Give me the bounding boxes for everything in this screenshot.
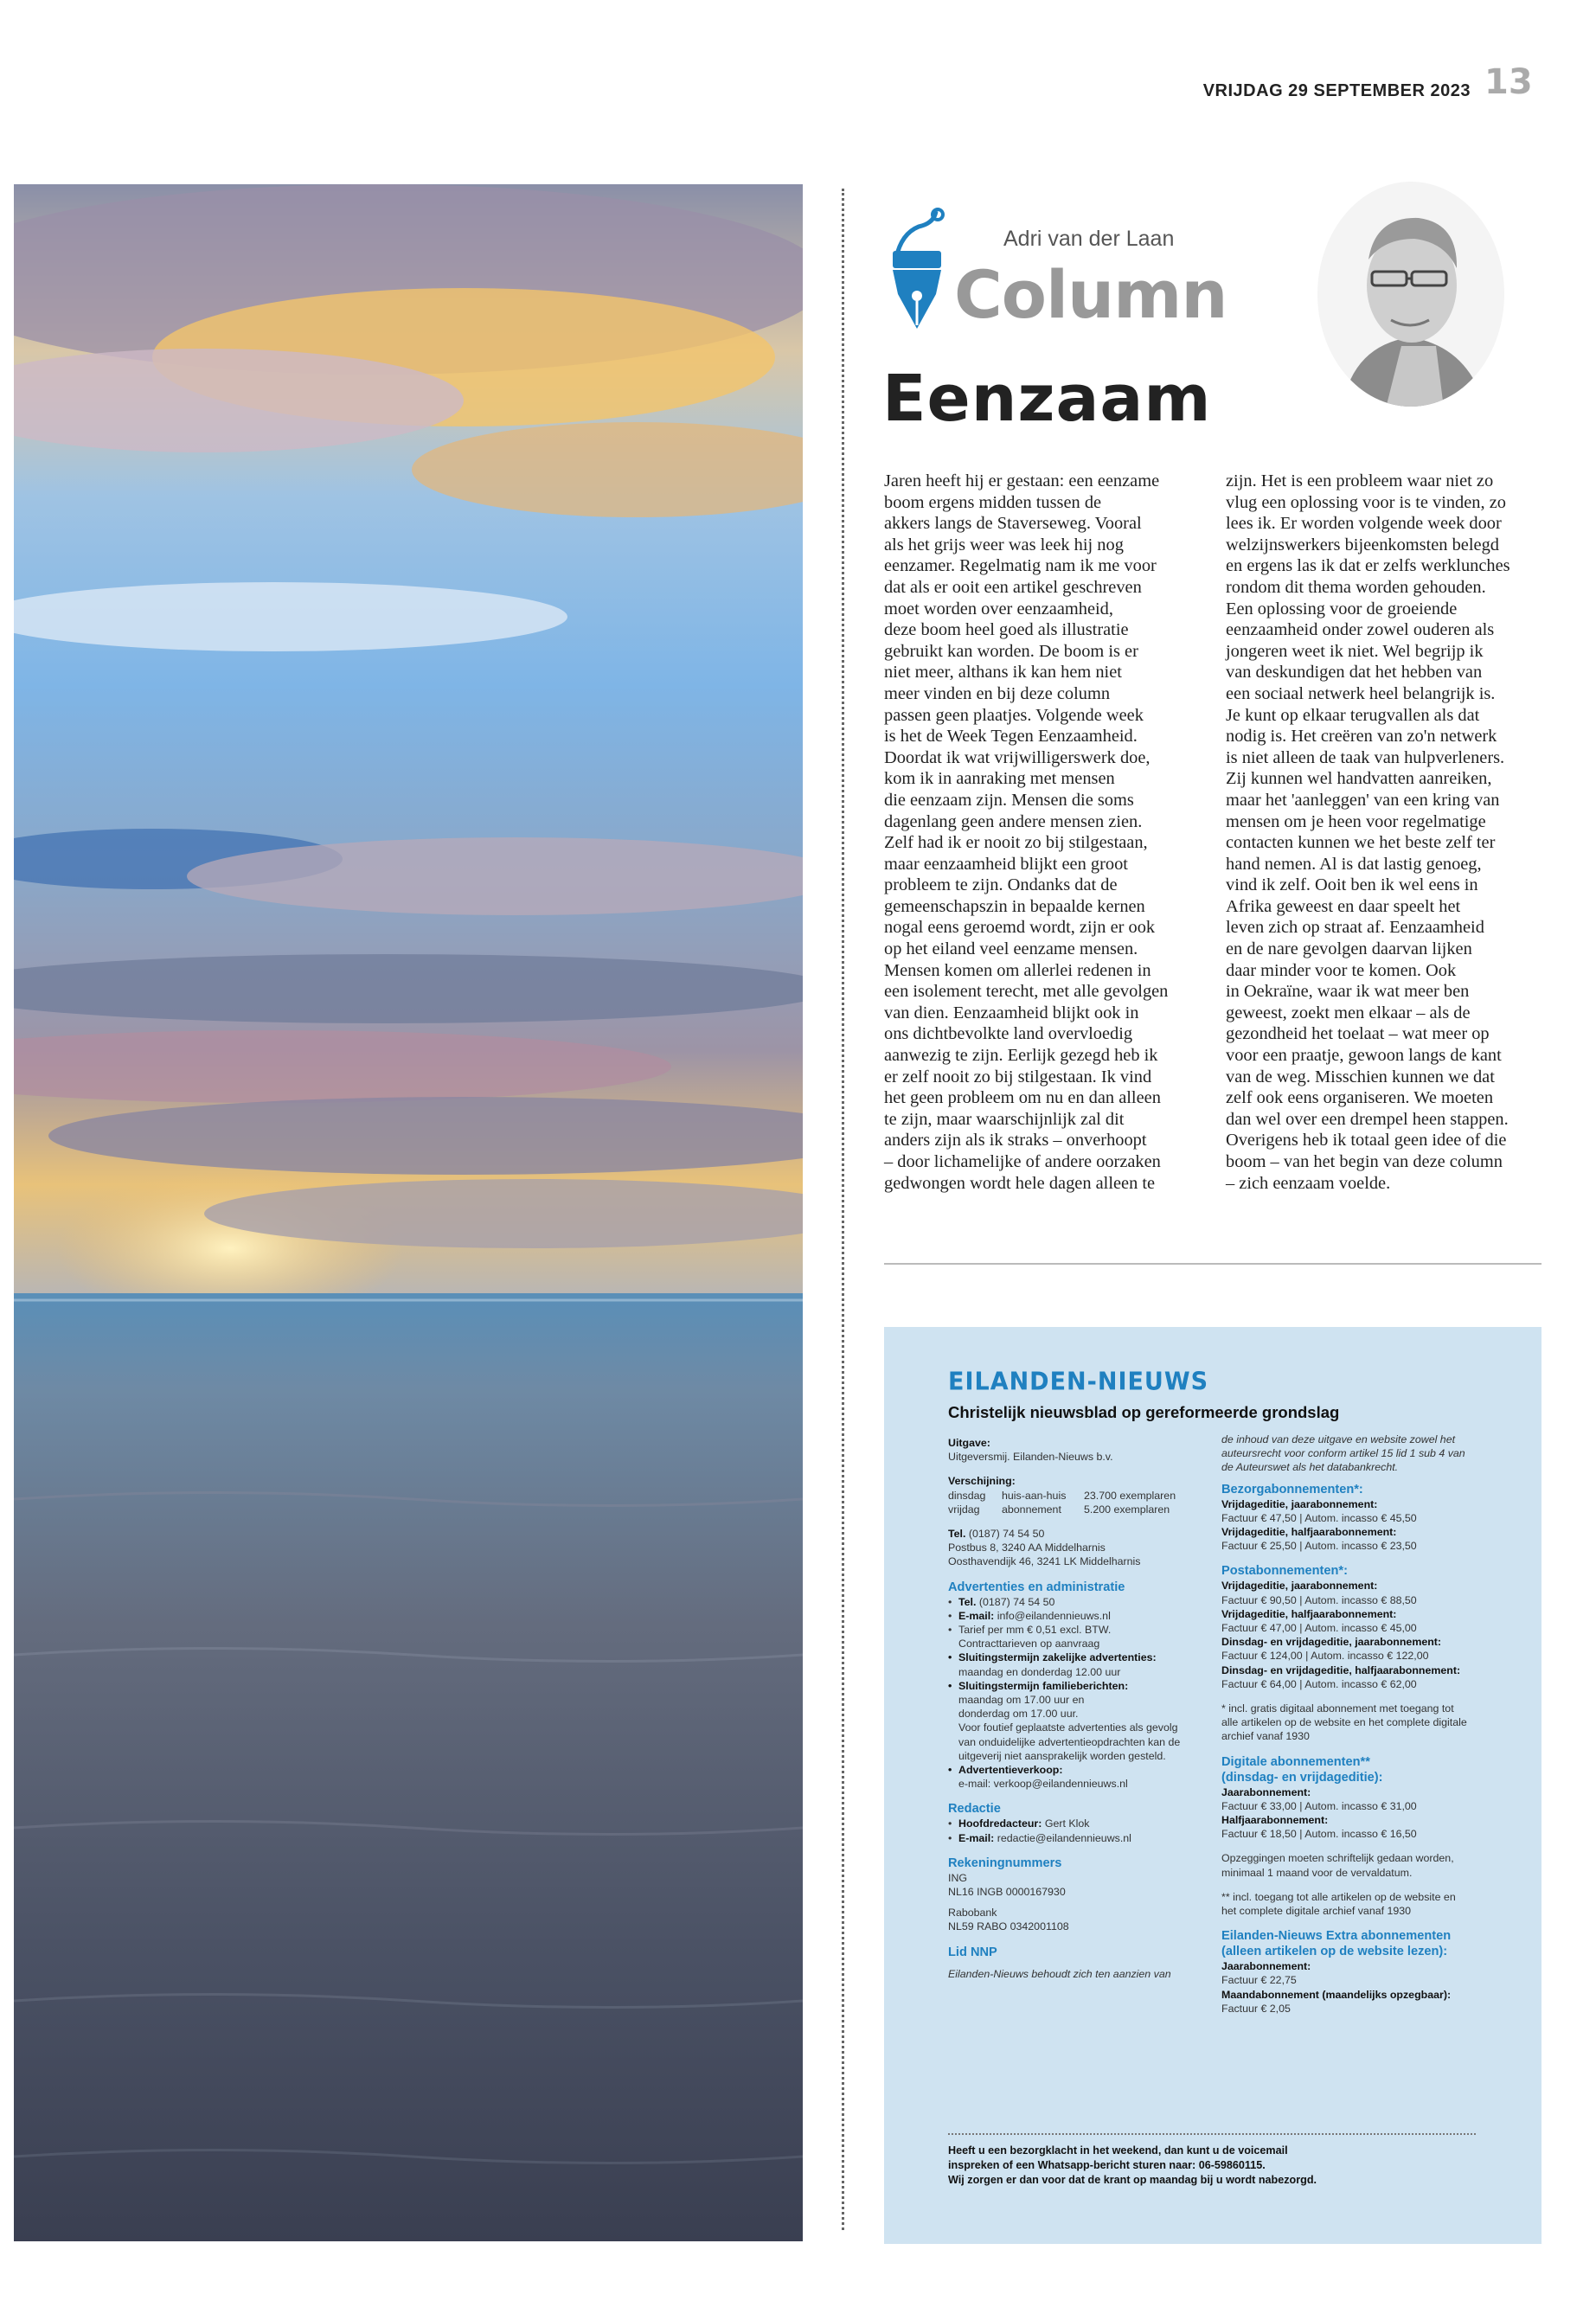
opzegging-line: minimaal 1 maand voor de vervaldatum. [1221, 1866, 1413, 1879]
disclaimer-line: van onduidelijke advertentieopdrachten kan de [958, 1735, 1181, 1748]
footnote-line: archief vanaf 1930 [1221, 1730, 1310, 1743]
extra-subtitle: (alleen artikelen op de website lezen): [1221, 1945, 1448, 1959]
verschijning-row: vrijdag abonnement 5.200 exemplaren [948, 1503, 1170, 1516]
price-label: Vrijdageditie, halfjaarabonnement: [1221, 1607, 1397, 1620]
digitale-title: Digitale abonnementen** [1221, 1754, 1370, 1769]
bezorgabonnementen-title: Bezorgabonnementen*: [1221, 1482, 1363, 1497]
adv-tel: • Tel. (0187) 74 54 50 [948, 1595, 1208, 1609]
price-value: Factuur € 2,05 [1221, 2002, 1291, 2015]
notice-line: inspreken of een Whatsapp-bericht sturen naar: 06-59860115. [948, 2159, 1266, 2171]
extra-title: Eilanden-Nieuws Extra abonnementen [1221, 1929, 1452, 1944]
sluit-zakelijk-value: maandag en donderdag 12.00 uur [958, 1665, 1121, 1678]
sluit-familie-line: donderdag om 17.00 uur. [958, 1708, 1079, 1721]
redactie-title: Redactie [948, 1802, 1001, 1817]
price-label: Halfjaarabonnement: [1221, 1814, 1329, 1827]
rechten-line: Eilanden-Nieuws behoudt zich ten aanzien van [948, 1967, 1171, 1980]
newspaper-logo: EILANDEN-NIEUWS [948, 1368, 1209, 1396]
sluit-familie-line: maandag om 17.00 uur en [958, 1694, 1085, 1707]
author-portrait [1315, 182, 1507, 415]
column-kicker: Column [954, 256, 1227, 333]
price-label: Vrijdageditie, halfjaarabonnement: [1221, 1526, 1397, 1539]
column-divider [842, 189, 844, 2230]
address-street: Oosthavendijk 46, 3241 LK Middelharnis [948, 1555, 1141, 1568]
uitgave-label: Uitgave: [948, 1437, 990, 1449]
hoofdredacteur: • Hoofdredacteur: Gert Klok [948, 1817, 1208, 1830]
footnote-line: ** incl. toegang tot alle artikelen op de website en [1221, 1890, 1456, 1903]
disclaimer-line: uitgeverij niet aansprakelijk worden gesteld. [958, 1749, 1166, 1762]
rechten-line: auteursrecht voor conform artikel 15 lid 1 sub 4 van [1221, 1447, 1465, 1460]
price-label: Jaarabonnement: [1221, 1785, 1311, 1798]
price-value: Factuur € 47,00 | Autom. incasso € 45,00 [1221, 1622, 1417, 1635]
column-author: Adri van der Laan [1003, 227, 1175, 251]
price-value: Factuur € 64,00 | Autom. incasso € 62,00 [1221, 1677, 1417, 1690]
sluit-zakelijk-label: • Sluitingstermijn zakelijke advertenties: [948, 1650, 1208, 1664]
uitgave-value: Uitgeversmij. Eilanden-Nieuws b.v. [948, 1451, 1113, 1464]
sunset-sea-photo [14, 184, 803, 2241]
newspaper-tagline: Christelijk nieuwsblad op gereformeerde grondslag [948, 1403, 1340, 1421]
sluit-familie-label: • Sluitingstermijn familieberichten: [948, 1679, 1208, 1693]
price-label: Vrijdageditie, jaarabonnement: [1221, 1497, 1378, 1510]
lid-nnp-title: Lid NNP [948, 1945, 997, 1959]
price-value: Factuur € 25,50 | Autom. incasso € 23,50 [1221, 1540, 1417, 1553]
page-number: 13 [1484, 62, 1533, 102]
bank-rabo-iban: NL59 RABO 0342001108 [948, 1920, 1069, 1933]
price-value: Factuur € 47,50 | Autom. incasso € 45,50 [1221, 1511, 1417, 1524]
opzegging-line: Opzeggingen moeten schriftelijk gedaan worden, [1221, 1852, 1454, 1865]
rekeningnummers-title: Rekeningnummers [948, 1856, 1062, 1870]
notice-line: Heeft u een bezorgklacht in het weekend, dan kunt u de voicemail [948, 2144, 1288, 2157]
colophon-left [948, 1436, 1208, 1981]
article-body-col1: Jaren heeft hij er gestaan: een eenzame boom ergens midden tussen de akkers langs de Staverseweg. Vooral als het grijs weer was leek hij nog eenzamer. Regelmatig nam ik me voor dat als er ooit een artikel geschreven moet worden over eenzaamheid, deze boom heel goed als illustratie gebruikt kan worden. De boom is er niet meer, althans ik kan hem niet meer vinden en bij deze column passen geen plaatjes. Volgende week is het de Week Tegen Eenzaamheid. Doordat ik wat vrijwilligerswerk doe, kom ik in aanraking met mensen die eenzaam zijn. Mensen die soms dagenlang geen andere mensen zien. Zelf had ik er nooit zo bij stilgestaan, maar eenzaamheid blijkt een groot probleem te zijn. Ondanks dat de gemeenschapszin in bepaalde kernen nogal eens geroemd wordt, zijn er ook op het eiland veel eenzame mensen. Mensen komen om allerlei redenen in een isolement terecht, met alle gevolgen van dien. Eenzaamheid blijkt ook in ons dichtbevolkte land overvloedig aanwezig te zijn. Eerlijk gezegd heb ik er zelf nooit zo bij stilgestaan. Ik vind het geen probleem om nu en dan alleen te zijn, maar waarschijnlijk zal dit anders zijn als ik straks – onverhoopt – door lichamelijke of andere oorzaken gedwongen wordt hele dagen alleen te [884, 471, 1169, 1193]
bank-rabo-label: Rabobank [948, 1907, 997, 1920]
verschijning-row: dinsdag huis-aan-huis 23.700 exemplaren [948, 1489, 1176, 1502]
contact-tel: Tel. (0187) 74 54 50 [948, 1528, 1045, 1541]
section-divider [884, 1263, 1542, 1265]
bank-ing-iban: NL16 INGB 0000167930 [948, 1886, 1066, 1899]
address-postbus: Postbus 8, 3240 AA Middelharnis [948, 1541, 1106, 1554]
price-label: Jaarabonnement: [1221, 1960, 1311, 1973]
colophon-box [884, 1327, 1542, 2244]
price-value: Factuur € 33,00 | Autom. incasso € 31,00 [1221, 1799, 1417, 1812]
price-label: Dinsdag- en vrijdageditie, jaarabonnement: [1221, 1636, 1442, 1649]
verkoop-email[interactable]: e-mail: verkoop@eilandennieuws.nl [958, 1778, 1128, 1791]
disclaimer-line: Voor foutief geplaatste advertenties als gevolg [958, 1721, 1178, 1734]
postabonnementen-title: Postabonnementen*: [1221, 1564, 1348, 1579]
price-value: Factuur € 124,00 | Autom. incasso € 122,00 [1221, 1650, 1429, 1663]
rechten-line: de Auteurswet als het databankrecht. [1221, 1461, 1399, 1474]
adv-email: • E-mail: info@eilandennieuws.nl [948, 1609, 1208, 1623]
footnote-line: het complete digitale archief vanaf 1930 [1221, 1905, 1412, 1918]
digitale-subtitle: (dinsdag- en vrijdageditie): [1221, 1770, 1383, 1785]
footnote-line: * incl. gratis digitaal abonnement met toegang tot [1221, 1702, 1454, 1715]
price-label: Maandabonnement (maandelijks opzegbaar): [1221, 1988, 1452, 2001]
issue-date: VRIJDAG 29 SEPTEMBER 2023 [1202, 81, 1471, 100]
fountain-pen-icon [884, 208, 952, 337]
colophon-dotted-divider [948, 2133, 1476, 2135]
price-label: Vrijdageditie, jaarabonnement: [1221, 1580, 1378, 1593]
notice-line: Wij zorgen er dan voor dat de krant op maandag bij u wordt nabezorgd. [948, 2174, 1317, 2186]
verkoop-label: • Advertentieverkoop: [948, 1763, 1208, 1777]
footnote-line: alle artikelen op de website en het complete digitale [1221, 1716, 1467, 1729]
bezorgklacht-notice [948, 2144, 1502, 2188]
adv-tarief: • Tarief per mm € 0,51 excl. BTW. [948, 1623, 1208, 1637]
price-label: Dinsdag- en vrijdageditie, halfjaarabonnement: [1221, 1663, 1461, 1676]
article-body-col2: zijn. Het is een probleem waar niet zo vlug een oplossing voor is te vinden, zo lees ik. Er worden volgende week door welzijnswerkers bijeenkomsten belegd en ergens las ik dat er zelfs werklunches rondom dit thema worden gehouden. Een oplossing voor de groeiende eenzaamheid onder zowel ouderen als jongeren weet ik niet. Wel begrijp ik van deskundigen dat het hebben van een sociaal netwerk heel belangrijk is. Je kunt op elkaar terugvallen als dat nodig is. Het creëren van zo'n netwerk is niet alleen de taak van hulpverleners. Zij kunnen wel handvatten aanreiken, maar het 'aanleggen' van een kring van mensen om je heen voor regelmatige contacten kunnen we het beste zelf ter hand nemen. Al is dat lastig genoeg, vind ik zelf. Ooit ben ik wel eens in Afrika geweest en daar speelt het leven zich op straat af. Eenzaamheid en de nare gevolgen daarvan lijken daar minder voor te komen. Ook in Oekraïne, waar ik wat meer ben geweest, zoekt men elkaar – als de gezondheid het toelaat – wat meer op voor een praatje, gewoon langs de kant van de weg. Misschien kunnen we dat zelf ook eens organiseren. We moeten dan wel over een drempel heen stappen. Overigens heb ik totaal geen idee of die boom – van het begin van deze column – zich eenzaam voelde. [1226, 471, 1510, 1193]
redactie-email: • E-mail: redactie@eilandennieuws.nl [948, 1831, 1208, 1845]
price-value: Factuur € 22,75 [1221, 1974, 1297, 1987]
adv-contract: Contracttarieven op aanvraag [958, 1638, 1100, 1650]
verschijning-label: Verschijning: [948, 1475, 1016, 1488]
price-value: Factuur € 18,50 | Autom. incasso € 16,50 [1221, 1828, 1417, 1841]
rechten-line: de inhoud van deze uitgave en website zowel het [1221, 1433, 1456, 1445]
article-headline: Eenzaam [882, 362, 1212, 436]
colophon-right [1221, 1433, 1498, 2016]
bank-ing-label: ING [948, 1871, 968, 1884]
advertenties-title: Advertenties en administratie [948, 1580, 1125, 1594]
price-value: Factuur € 90,50 | Autom. incasso € 88,50 [1221, 1593, 1417, 1606]
